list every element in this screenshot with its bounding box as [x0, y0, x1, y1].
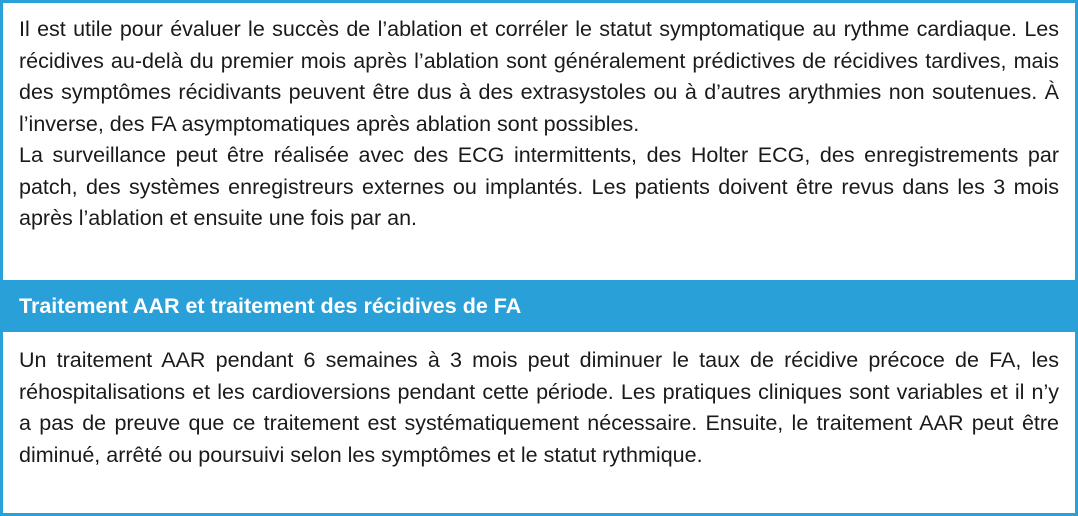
- intro-section: [3, 14, 1075, 235]
- treatment-paragraph: Un traitement AAR pendant 6 semaines à 3 mois peut diminuer le taux de récidive précoce de FA, les réhospitalisations et les cardioversions pendant cette période. Les pratiques cliniques sont variables et il n’y a pas de preuve que ce traitement est systématiquement nécessaire. Ensuite, le traitement AAR peut être diminué, arrêté ou poursuivi selon les symptômes et le statut rythmique.: [19, 348, 1059, 467]
- treatment-section: [3, 345, 1075, 471]
- intro-paragraph-2: La surveillance peut être réalisée avec des ECG intermittents, des Holter ECG, des enregistrements par patch, des systèmes enregistreurs externes ou implantés. Les patients doivent être revus dans les 3 mois après l’ablation et ensuite une fois par an.: [19, 143, 1059, 230]
- section-heading: Traitement AAR et traitement des récidives de FA: [19, 294, 522, 318]
- section-heading-band: [3, 280, 1075, 332]
- intro-paragraph-1: Il est utile pour évaluer le succès de l’ablation et corréler le statut symptomatique au rythme cardiaque. Les récidives au-delà du premier mois après l’ablation sont généralement prédictives de récidives tardives, mais des symptômes récidivants peuvent être dus à des extrasystoles ou à d’autres arythmies non soutenues. À l’inverse, des FA asymptomatiques après ablation sont possibles.: [19, 17, 1059, 136]
